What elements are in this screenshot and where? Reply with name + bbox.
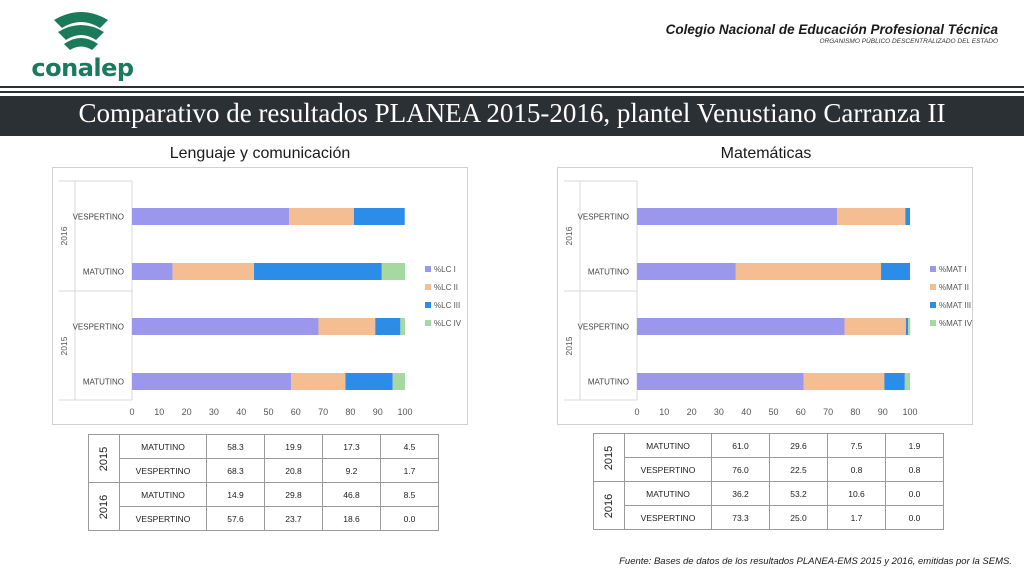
table-matematicas bbox=[593, 433, 944, 530]
page-title: Comparativo de resultados PLANEA 2015-2016, plantel Venustiano Carranza II bbox=[78, 98, 946, 128]
conalep-logo-icon bbox=[48, 10, 114, 52]
lc-bar-1 bbox=[132, 373, 291, 390]
lc-x-tick-label: 50 bbox=[263, 407, 274, 417]
lc-bar-1 bbox=[132, 318, 318, 335]
lc-table-shift-cell: VESPERTINO bbox=[120, 507, 207, 531]
lc-x-tick-label: 70 bbox=[318, 407, 329, 417]
lc-legend-swatch bbox=[425, 266, 431, 272]
mat-bar-1 bbox=[637, 373, 804, 390]
lc-x-tick-label: 20 bbox=[181, 407, 192, 417]
lc-category-label: VESPERTINO bbox=[72, 212, 124, 222]
lc-table-value-cell: 68.3 bbox=[207, 459, 265, 483]
lc-category-label: MATUTINO bbox=[82, 377, 124, 387]
mat-table-shift-cell: VESPERTINO bbox=[625, 506, 712, 530]
lc-x-tick-label: 90 bbox=[372, 407, 383, 417]
mat-category-label: MATUTINO bbox=[587, 377, 629, 387]
lc-table-shift-cell: MATUTINO bbox=[120, 483, 207, 507]
mat-table-value-cell: 36.2 bbox=[712, 482, 770, 506]
mat-legend-swatch bbox=[930, 284, 936, 290]
lc-bar-4 bbox=[393, 373, 405, 390]
lc-x-tick-label: 0 bbox=[129, 407, 135, 417]
lc-bar-2 bbox=[173, 263, 254, 280]
mat-table-value-cell: 0.8 bbox=[828, 458, 886, 482]
mat-table-value-cell: 1.9 bbox=[886, 434, 944, 458]
mat-bar-3 bbox=[881, 263, 910, 280]
mat-table-year-label: 2016 bbox=[602, 493, 615, 518]
institution-name: Colegio Nacional de Educación Profesional Técnica bbox=[665, 22, 998, 37]
mat-bar-3 bbox=[884, 373, 904, 390]
conalep-logo bbox=[30, 10, 135, 82]
lc-bar-1 bbox=[132, 263, 173, 280]
lc-table-year-label: 2015 bbox=[97, 446, 110, 471]
lc-bar-1 bbox=[132, 208, 289, 225]
chart-matematicas-svg bbox=[558, 168, 972, 424]
mat-table-value-cell: 10.6 bbox=[828, 482, 886, 506]
lc-table-value-cell: 18.6 bbox=[323, 507, 381, 531]
lc-bar-2 bbox=[318, 318, 375, 335]
mat-bar-4 bbox=[908, 318, 910, 335]
lc-table-value-cell: 23.7 bbox=[265, 507, 323, 531]
mat-bar-2 bbox=[844, 318, 905, 335]
lc-x-tick-label: 80 bbox=[345, 407, 356, 417]
logo-text: conalep bbox=[31, 54, 134, 82]
mat-bar-1 bbox=[637, 208, 837, 225]
lc-table-value-cell: 14.9 bbox=[207, 483, 265, 507]
lc-legend-label: %LC III bbox=[434, 301, 461, 310]
mat-x-tick-label: 10 bbox=[659, 407, 670, 417]
lc-table-value-cell: 8.5 bbox=[381, 483, 439, 507]
mat-table-value-cell: 29.6 bbox=[770, 434, 828, 458]
mat-table-shift-cell: MATUTINO bbox=[625, 482, 712, 506]
lc-table-value-cell: 29.8 bbox=[265, 483, 323, 507]
mat-table-row bbox=[594, 482, 944, 506]
mat-bar-3 bbox=[906, 318, 908, 335]
lc-x-tick-label: 10 bbox=[154, 407, 165, 417]
lc-table-value-cell: 46.8 bbox=[323, 483, 381, 507]
mat-x-tick-label: 20 bbox=[686, 407, 697, 417]
mat-legend-label: %MAT I bbox=[939, 265, 967, 274]
lc-table-value-cell: 1.7 bbox=[381, 459, 439, 483]
institution-subtitle: ORGANISMO PÚBLICO DESCENTRALIZADO DEL ESTADO bbox=[819, 38, 998, 45]
lc-bar-3 bbox=[375, 318, 400, 335]
chart-title-lenguaje: Lenguaje y comunicación bbox=[169, 145, 351, 162]
mat-x-tick-label: 90 bbox=[877, 407, 888, 417]
mat-bar-2 bbox=[837, 208, 905, 225]
lc-bar-4 bbox=[400, 318, 405, 335]
lc-bar-3 bbox=[254, 263, 382, 280]
mat-x-tick-label: 80 bbox=[850, 407, 861, 417]
mat-category-label: MATUTINO bbox=[587, 267, 629, 277]
lc-category-label: MATUTINO bbox=[82, 267, 124, 277]
lc-legend-label: %LC IV bbox=[434, 319, 462, 328]
mat-table-row bbox=[594, 458, 944, 482]
mat-x-tick-label: 60 bbox=[795, 407, 806, 417]
mat-x-tick-label: 70 bbox=[823, 407, 834, 417]
mat-table-value-cell: 73.3 bbox=[712, 506, 770, 530]
lc-legend-swatch bbox=[425, 284, 431, 290]
lc-bar-4 bbox=[382, 263, 405, 280]
source-note: Fuente: Bases de datos de los resultados PLANEA-EMS 2015 y 2016, emitidas por la SEMS. bbox=[619, 556, 1012, 567]
mat-table-value-cell: 25.0 bbox=[770, 506, 828, 530]
lc-table-value-cell: 4.5 bbox=[381, 435, 439, 459]
mat-legend-label: %MAT IV bbox=[939, 319, 972, 328]
lc-table-year-cell bbox=[89, 435, 120, 483]
lc-bar-3 bbox=[354, 208, 405, 225]
mat-table-value-cell: 0.8 bbox=[886, 458, 944, 482]
mat-bar-2 bbox=[804, 373, 885, 390]
lc-x-tick-label: 30 bbox=[208, 407, 219, 417]
mat-table-value-cell: 22.5 bbox=[770, 458, 828, 482]
lc-year-label: 2016 bbox=[59, 226, 69, 246]
lc-legend-label: %LC I bbox=[434, 265, 456, 274]
mat-legend-swatch bbox=[930, 266, 936, 272]
institution-header bbox=[666, 22, 998, 45]
chart-lenguaje-svg bbox=[53, 168, 467, 424]
mat-table-value-cell: 61.0 bbox=[712, 434, 770, 458]
mat-table-value-cell: 53.2 bbox=[770, 482, 828, 506]
lc-table-value-cell: 58.3 bbox=[207, 435, 265, 459]
lc-table-row bbox=[89, 459, 439, 483]
mat-table-year-cell bbox=[594, 482, 625, 530]
lc-table-value-cell: 20.8 bbox=[265, 459, 323, 483]
mat-legend-swatch bbox=[930, 320, 936, 326]
mat-x-tick-label: 0 bbox=[634, 407, 640, 417]
mat-table-value-cell: 76.0 bbox=[712, 458, 770, 482]
lc-table-value-cell: 9.2 bbox=[323, 459, 381, 483]
mat-category-label: VESPERTINO bbox=[577, 212, 629, 222]
mat-table-year-label: 2015 bbox=[602, 445, 615, 470]
mat-table-value-cell: 0.0 bbox=[886, 482, 944, 506]
mat-table-row bbox=[594, 506, 944, 530]
mat-table-row bbox=[594, 434, 944, 458]
chart-title-matematicas: Matemáticas bbox=[720, 145, 812, 162]
mat-table-value-cell: 0.0 bbox=[886, 506, 944, 530]
lc-x-tick-label: 40 bbox=[236, 407, 247, 417]
chart-lenguaje bbox=[52, 167, 468, 425]
lc-table-value-cell: 0.0 bbox=[381, 507, 439, 531]
mat-bar-1 bbox=[637, 318, 844, 335]
lc-table-row bbox=[89, 507, 439, 531]
table-lenguaje bbox=[88, 434, 439, 531]
mat-table-shift-cell: MATUTINO bbox=[625, 434, 712, 458]
lc-legend-label: %LC II bbox=[434, 283, 459, 292]
lc-table-year-label: 2016 bbox=[97, 494, 110, 519]
mat-x-tick-label: 100 bbox=[902, 407, 918, 417]
chart-matematicas bbox=[557, 167, 973, 425]
mat-legend-swatch bbox=[930, 302, 936, 308]
mat-x-tick-label: 40 bbox=[741, 407, 752, 417]
mat-table-value-cell: 7.5 bbox=[828, 434, 886, 458]
mat-bar-4 bbox=[905, 373, 910, 390]
lc-table-row bbox=[89, 435, 439, 459]
mat-legend-label: %MAT II bbox=[939, 283, 969, 292]
lc-table-value-cell: 57.6 bbox=[207, 507, 265, 531]
lc-table-row bbox=[89, 483, 439, 507]
lc-bar-2 bbox=[289, 208, 354, 225]
mat-year-label: 2015 bbox=[564, 336, 574, 356]
mat-x-tick-label: 50 bbox=[768, 407, 779, 417]
lc-bar-3 bbox=[345, 373, 392, 390]
mat-bar-1 bbox=[637, 263, 736, 280]
lc-x-tick-label: 100 bbox=[397, 407, 413, 417]
lc-table-value-cell: 17.3 bbox=[323, 435, 381, 459]
lc-table-shift-cell: MATUTINO bbox=[120, 435, 207, 459]
mat-year-label: 2016 bbox=[564, 226, 574, 246]
lc-table-shift-cell: VESPERTINO bbox=[120, 459, 207, 483]
mat-category-label: VESPERTINO bbox=[577, 322, 629, 332]
lc-category-label: VESPERTINO bbox=[72, 322, 124, 332]
mat-bar-3 bbox=[905, 208, 910, 225]
mat-bar-2 bbox=[736, 263, 881, 280]
header-rule-top bbox=[0, 86, 1024, 88]
mat-table-shift-cell: VESPERTINO bbox=[625, 458, 712, 482]
lc-year-label: 2015 bbox=[59, 336, 69, 356]
lc-table-value-cell: 19.9 bbox=[265, 435, 323, 459]
lc-legend-swatch bbox=[425, 320, 431, 326]
lc-x-tick-label: 60 bbox=[290, 407, 301, 417]
lc-legend-swatch bbox=[425, 302, 431, 308]
mat-x-tick-label: 30 bbox=[713, 407, 724, 417]
lc-bar-2 bbox=[291, 373, 345, 390]
mat-table-year-cell bbox=[594, 434, 625, 482]
mat-table-value-cell: 1.7 bbox=[828, 506, 886, 530]
lc-table-year-cell bbox=[89, 483, 120, 531]
header-rule-mid bbox=[0, 91, 1024, 93]
mat-legend-label: %MAT III bbox=[939, 301, 972, 310]
